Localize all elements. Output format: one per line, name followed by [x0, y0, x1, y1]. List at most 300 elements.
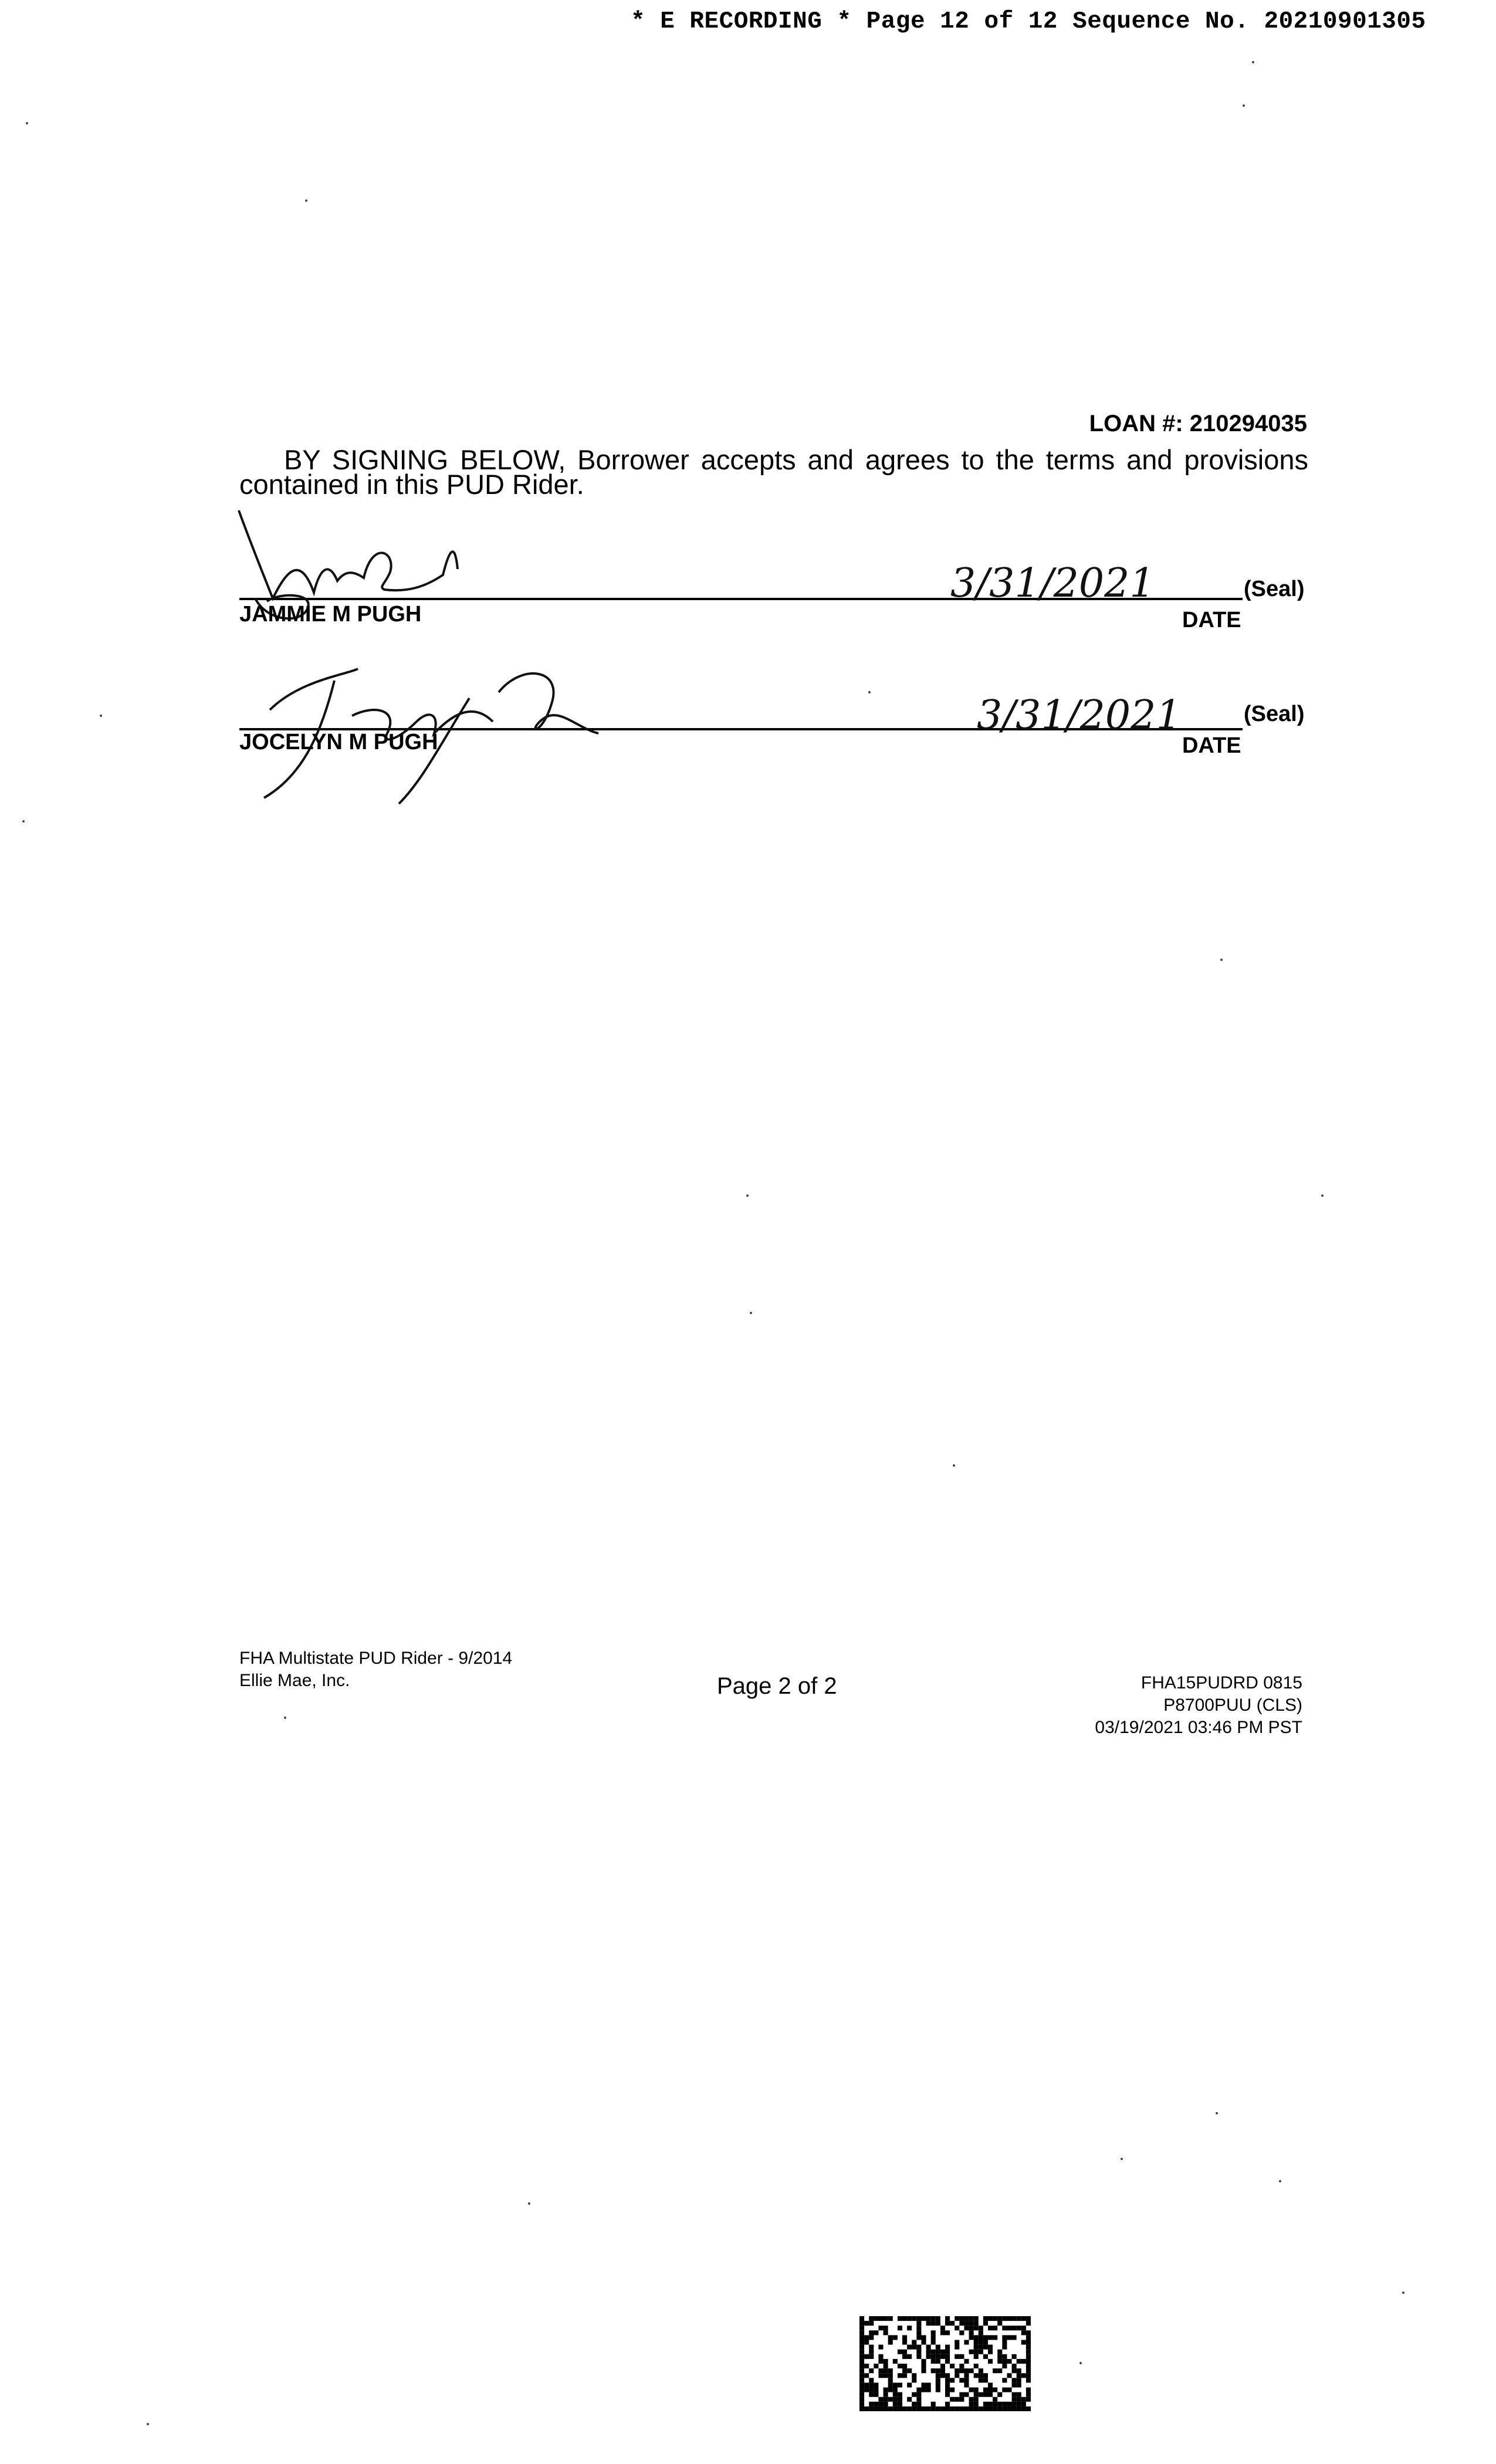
barcode-module — [893, 2407, 898, 2411]
barcode-module — [888, 2316, 893, 2321]
signer-name: JAMMIE M PUGH — [239, 602, 422, 627]
scan-speck — [746, 1194, 749, 1197]
scan-speck — [868, 691, 871, 693]
barcode-module — [950, 2378, 955, 2382]
barcode-module — [936, 2373, 940, 2378]
scan-speck — [147, 2423, 149, 2425]
barcode-module — [997, 2407, 1002, 2411]
barcode-module — [878, 2316, 883, 2321]
barcode-module — [959, 2316, 964, 2321]
barcode-module — [859, 2392, 864, 2397]
barcode-module — [898, 2364, 902, 2368]
barcode-module — [864, 2382, 869, 2387]
barcode-module — [907, 2382, 912, 2387]
barcode-module — [1026, 2368, 1031, 2373]
barcode-module — [902, 2335, 907, 2340]
barcode-module — [955, 2407, 959, 2411]
barcode-module — [893, 2335, 898, 2340]
form-name: FHA Multistate PUD Rider - 9/2014 — [239, 1649, 513, 1668]
barcode-module — [916, 2397, 921, 2402]
barcode-module — [859, 2373, 864, 2378]
barcode-module — [912, 2373, 916, 2378]
barcode-module — [950, 2388, 955, 2392]
barcode-module — [859, 2350, 864, 2354]
barcode-module — [983, 2335, 988, 2340]
barcode-module — [902, 2350, 907, 2354]
barcode-module — [1002, 2402, 1007, 2407]
barcode-module — [916, 2350, 921, 2354]
loan-number — [1089, 411, 1307, 437]
barcode-module — [916, 2326, 921, 2330]
barcode-module — [936, 2382, 940, 2387]
barcode-module — [859, 2345, 864, 2350]
barcode-module — [936, 2407, 940, 2411]
scan-speck — [1079, 2362, 1082, 2364]
barcode-module — [907, 2407, 912, 2411]
barcode-module — [859, 2368, 864, 2373]
barcode-module — [921, 2316, 926, 2321]
barcode-module — [931, 2350, 936, 2354]
barcode-module — [969, 2330, 974, 2335]
barcode-module — [955, 2397, 959, 2402]
barcode-module — [974, 2316, 979, 2321]
barcode-module — [916, 2316, 921, 2321]
barcode-module — [921, 2335, 926, 2340]
barcode-module — [864, 2354, 869, 2359]
barcode-module — [1021, 2330, 1026, 2335]
barcode-module — [997, 2368, 1002, 2373]
barcode-module — [964, 2321, 969, 2326]
barcode-module — [893, 2382, 898, 2387]
barcode-module — [898, 2407, 902, 2411]
barcode-module — [955, 2326, 959, 2330]
barcode-module — [1012, 2316, 1017, 2321]
barcode-module — [1007, 2407, 1011, 2411]
barcode-module — [931, 2354, 936, 2359]
barcode-module — [921, 2359, 926, 2364]
barcode-module — [974, 2407, 979, 2411]
barcode-module — [888, 2382, 893, 2387]
barcode-module — [931, 2368, 936, 2373]
barcode-module — [997, 2321, 1002, 2326]
barcode-module — [1017, 2392, 1021, 2397]
barcode-module — [969, 2335, 974, 2340]
barcode-module — [936, 2316, 940, 2321]
barcode-module — [988, 2350, 993, 2354]
scan-speck — [26, 122, 28, 124]
barcode-module — [1012, 2402, 1017, 2407]
barcode-module — [974, 2340, 979, 2345]
barcode-module — [983, 2345, 988, 2350]
barcode-module — [1021, 2373, 1026, 2378]
barcode-module — [874, 2392, 878, 2397]
barcode-module — [974, 2335, 979, 2340]
barcode-module — [979, 2330, 983, 2335]
barcode-module — [859, 2354, 864, 2359]
scan-speck — [750, 1312, 752, 1314]
barcode-module — [888, 2340, 893, 2345]
barcode-module — [888, 2368, 893, 2373]
barcode-module — [931, 2359, 936, 2364]
barcode-module — [988, 2392, 993, 2397]
barcode-module — [950, 2407, 955, 2411]
barcode-module — [979, 2335, 983, 2340]
barcode-module — [1002, 2388, 1007, 2392]
barcode-module — [997, 2316, 1002, 2321]
barcode-module — [1026, 2340, 1031, 2345]
barcode-module — [1002, 2335, 1007, 2340]
barcode-module — [969, 2407, 974, 2411]
barcode-module — [945, 2316, 950, 2321]
barcode-module — [874, 2402, 878, 2407]
barcode-module — [988, 2382, 993, 2387]
barcode-module — [907, 2326, 912, 2330]
barcode-module — [859, 2397, 864, 2402]
barcode-module — [969, 2388, 974, 2392]
barcode-module — [864, 2388, 869, 2392]
barcode-module — [884, 2402, 888, 2407]
barcode-module — [874, 2364, 878, 2368]
barcode-module — [916, 2335, 921, 2340]
barcode-module — [869, 2330, 874, 2335]
barcode-module — [1002, 2407, 1007, 2411]
barcode-module — [945, 2373, 950, 2378]
barcode-module — [888, 2407, 893, 2411]
barcode-module — [859, 2359, 864, 2364]
barcode-module — [945, 2330, 950, 2335]
print-timestamp: 03/19/2021 03:46 PM PST — [1095, 1718, 1302, 1737]
barcode-module — [907, 2316, 912, 2321]
barcode-module — [884, 2407, 888, 2411]
barcode-module — [940, 2354, 945, 2359]
barcode-module — [993, 2316, 997, 2321]
barcode-module — [940, 2330, 945, 2335]
barcode-module — [859, 2382, 864, 2387]
barcode-module — [931, 2330, 936, 2335]
barcode-module — [869, 2335, 874, 2340]
barcode-module — [955, 2354, 959, 2359]
scan-speck — [528, 2202, 530, 2205]
barcode-module — [945, 2382, 950, 2387]
barcode-module — [874, 2382, 878, 2387]
barcode-module — [1007, 2316, 1011, 2321]
barcode-module — [893, 2388, 898, 2392]
barcode-module — [997, 2354, 1002, 2359]
barcode-module — [1026, 2364, 1031, 2368]
barcode-module — [950, 2321, 955, 2326]
barcode-module — [1021, 2316, 1026, 2321]
barcode-module — [907, 2345, 912, 2350]
barcode-module — [979, 2392, 983, 2397]
barcode-module — [1026, 2316, 1031, 2321]
barcode-module — [916, 2321, 921, 2326]
barcode-module — [983, 2407, 988, 2411]
company-name: Ellie Mae, Inc. — [239, 1671, 350, 1690]
barcode-module — [1002, 2359, 1007, 2364]
barcode-module — [979, 2350, 983, 2354]
barcode-module — [859, 2335, 864, 2340]
barcode-module — [912, 2402, 916, 2407]
barcode-module — [955, 2368, 959, 2373]
barcode-module — [902, 2373, 907, 2378]
barcode-module — [988, 2335, 993, 2340]
barcode-module — [884, 2364, 888, 2368]
barcode-module — [916, 2388, 921, 2392]
barcode-module — [983, 2316, 988, 2321]
barcode-module — [940, 2407, 945, 2411]
barcode-module — [993, 2326, 997, 2330]
barcode-module — [907, 2368, 912, 2373]
scan-speck — [953, 1464, 955, 1467]
barcode-module — [964, 2378, 969, 2382]
barcode-module — [997, 2402, 1002, 2407]
barcode-module — [959, 2378, 964, 2382]
barcode-module — [1002, 2364, 1007, 2368]
barcode-module — [964, 2359, 969, 2364]
barcode-module — [1017, 2373, 1021, 2378]
barcode-module — [974, 2364, 979, 2368]
barcode-module — [1002, 2340, 1007, 2345]
barcode-module — [902, 2316, 907, 2321]
barcode-module — [893, 2392, 898, 2397]
barcode-module — [945, 2407, 950, 2411]
barcode-module — [1021, 2397, 1026, 2402]
barcode-module — [1017, 2382, 1021, 2387]
scan-speck — [1252, 61, 1254, 63]
barcode-module — [974, 2402, 979, 2407]
barcode-module — [974, 2392, 979, 2397]
barcode-module — [869, 2402, 874, 2407]
barcode-module — [869, 2368, 874, 2373]
barcode-module — [884, 2316, 888, 2321]
barcode-module — [878, 2373, 883, 2378]
barcode-module — [959, 2354, 964, 2359]
barcode-module — [1002, 2354, 1007, 2359]
barcode-module — [869, 2350, 874, 2354]
barcode-module — [884, 2326, 888, 2330]
loan-label: LOAN #: — [1089, 411, 1183, 436]
barcode-module — [1007, 2326, 1011, 2330]
barcode-module — [974, 2373, 979, 2378]
barcode-module — [950, 2364, 955, 2368]
barcode-module — [878, 2397, 883, 2402]
scan-speck — [1402, 2292, 1404, 2294]
barcode-module — [869, 2382, 874, 2387]
barcode-module — [898, 2392, 902, 2397]
barcode-module — [921, 2364, 926, 2368]
barcode-module — [979, 2326, 983, 2330]
barcode-module — [859, 2326, 864, 2330]
barcode-module — [983, 2354, 988, 2359]
barcode-module — [898, 2316, 902, 2321]
barcode-module — [902, 2407, 907, 2411]
barcode-module — [931, 2402, 936, 2407]
barcode-module — [916, 2392, 921, 2397]
barcode-module — [869, 2345, 874, 2350]
barcode-module — [964, 2326, 969, 2330]
barcode-module — [1021, 2359, 1026, 2364]
barcode-module — [993, 2388, 997, 2392]
barcode-module — [884, 2388, 888, 2392]
barcode-module — [945, 2388, 950, 2392]
barcode-module — [945, 2354, 950, 2359]
barcode-module — [859, 2340, 864, 2345]
footer-right — [1095, 1672, 1302, 1739]
barcode-module — [940, 2326, 945, 2330]
barcode-module — [1017, 2397, 1021, 2402]
barcode-module — [1007, 2335, 1011, 2340]
barcode-module — [1021, 2326, 1026, 2330]
barcode-module — [926, 2388, 931, 2392]
barcode-module — [859, 2402, 864, 2407]
barcode-module — [983, 2373, 988, 2378]
barcode-module — [1026, 2388, 1031, 2392]
barcode-module — [916, 2345, 921, 2350]
barcode-module — [874, 2388, 878, 2392]
barcode-module — [993, 2402, 997, 2407]
barcode-module — [1026, 2330, 1031, 2335]
barcode-module — [969, 2350, 974, 2354]
barcode-module — [1026, 2345, 1031, 2350]
barcode-module — [988, 2407, 993, 2411]
barcode-module — [916, 2402, 921, 2407]
barcode-module — [974, 2388, 979, 2392]
barcode-module — [969, 2326, 974, 2330]
barcode-module — [983, 2378, 988, 2382]
barcode-module — [974, 2345, 979, 2350]
barcode-module — [926, 2382, 931, 2387]
scan-speck — [305, 199, 307, 202]
doc-code: P8700PUU (CLS) — [1163, 1695, 1302, 1715]
barcode-module — [945, 2359, 950, 2364]
barcode-module — [1007, 2373, 1011, 2378]
barcode-module — [1012, 2378, 1017, 2382]
barcode-module — [988, 2326, 993, 2330]
barcode-module — [869, 2354, 874, 2359]
barcode-module — [988, 2402, 993, 2407]
barcode-module — [959, 2397, 964, 2402]
barcode-module — [869, 2321, 874, 2326]
barcode-module — [1017, 2378, 1021, 2382]
barcode-module — [964, 2407, 969, 2411]
barcode-module — [926, 2350, 931, 2354]
barcode-module — [1007, 2402, 1011, 2407]
date-label: DATE — [1182, 608, 1241, 632]
barcode-module — [969, 2402, 974, 2407]
barcode-module — [874, 2316, 878, 2321]
barcode-module — [859, 2316, 864, 2321]
barcode-module — [983, 2321, 988, 2326]
barcode-module — [902, 2364, 907, 2368]
barcode-module — [931, 2340, 936, 2345]
recording-header: * E RECORDING * Page 12 of 12 Sequence No. 20210901305 — [631, 8, 1426, 35]
barcode-module — [974, 2397, 979, 2402]
barcode-module — [988, 2388, 993, 2392]
barcode-module — [983, 2340, 988, 2345]
barcode-module — [997, 2359, 1002, 2364]
barcode-module — [859, 2407, 864, 2411]
barcode-module — [916, 2354, 921, 2359]
barcode-module — [979, 2378, 983, 2382]
barcode-module — [1012, 2354, 1017, 2359]
barcode-module — [926, 2354, 931, 2359]
barcode-module — [898, 2397, 902, 2402]
barcode-module — [921, 2340, 926, 2345]
barcode-module — [921, 2382, 926, 2387]
barcode-module — [893, 2402, 898, 2407]
barcode-module — [921, 2407, 926, 2411]
barcode-module — [969, 2321, 974, 2326]
barcode-module — [1026, 2392, 1031, 2397]
barcode-module — [888, 2378, 893, 2382]
data-matrix-barcode — [859, 2316, 1031, 2411]
barcode-module — [959, 2368, 964, 2373]
form-code: FHA15PUDRD 0815 — [1140, 1673, 1302, 1693]
barcode-module — [979, 2373, 983, 2378]
barcode-module — [1026, 2373, 1031, 2378]
barcode-module — [884, 2373, 888, 2378]
barcode-module — [1002, 2316, 1007, 2321]
barcode-module — [878, 2359, 883, 2364]
barcode-module — [1012, 2392, 1017, 2397]
handwritten-date: 3/31/2021 — [950, 560, 1155, 607]
barcode-module — [907, 2354, 912, 2359]
barcode-module — [926, 2345, 931, 2350]
barcode-module — [959, 2330, 964, 2335]
barcode-module — [869, 2316, 874, 2321]
barcode-module — [1007, 2359, 1011, 2364]
scan-speck — [1216, 2112, 1218, 2114]
barcode-module — [1017, 2326, 1021, 2330]
barcode-module — [898, 2373, 902, 2378]
barcode-module — [898, 2402, 902, 2407]
barcode-module — [997, 2392, 1002, 2397]
barcode-module — [912, 2392, 916, 2397]
barcode-module — [1012, 2407, 1017, 2411]
barcode-module — [912, 2316, 916, 2321]
barcode-module — [874, 2330, 878, 2335]
barcode-module — [1012, 2382, 1017, 2387]
barcode-module — [1012, 2368, 1017, 2373]
barcode-module — [988, 2345, 993, 2350]
barcode-module — [955, 2345, 959, 2350]
footer-left — [239, 1647, 512, 1692]
date-label: DATE — [1182, 733, 1241, 758]
barcode-module — [969, 2316, 974, 2321]
seal-label: (Seal) — [1244, 702, 1305, 726]
barcode-module — [902, 2368, 907, 2373]
handwritten-date: 3/31/2021 — [977, 692, 1182, 739]
barcode-module — [950, 2397, 955, 2402]
barcode-module — [936, 2321, 940, 2326]
barcode-module — [979, 2368, 983, 2373]
barcode-module — [931, 2407, 936, 2411]
barcode-module — [926, 2407, 931, 2411]
barcode-module — [969, 2368, 974, 2373]
barcode-module — [859, 2364, 864, 2368]
barcode-module — [997, 2350, 1002, 2354]
barcode-module — [916, 2407, 921, 2411]
barcode-module — [936, 2345, 940, 2350]
barcode-module — [878, 2354, 883, 2359]
barcode-module — [869, 2392, 874, 2397]
barcode-module — [912, 2345, 916, 2350]
barcode-module — [959, 2321, 964, 2326]
barcode-module — [916, 2330, 921, 2335]
barcode-module — [1012, 2326, 1017, 2330]
barcode-module — [955, 2373, 959, 2378]
barcode-module — [1007, 2388, 1011, 2392]
